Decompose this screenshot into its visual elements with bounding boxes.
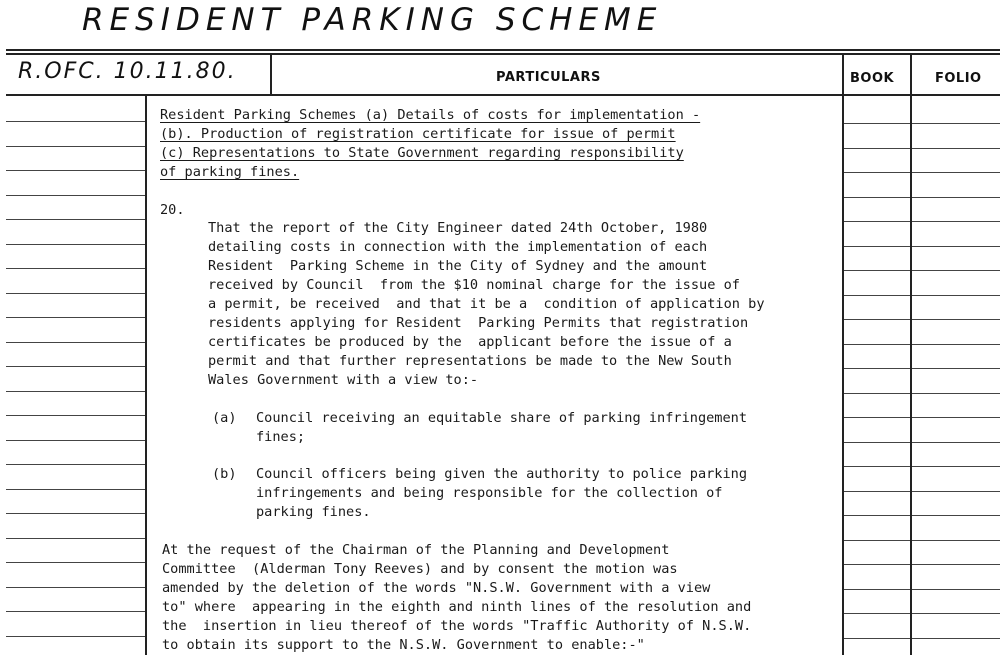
- ledger-line: [912, 172, 1000, 173]
- heading-line: (b). Production of registration certificate for issue of permit: [160, 126, 676, 142]
- ledger-line: [912, 564, 1000, 565]
- ledger-line: [6, 587, 145, 588]
- ledger-line: [844, 368, 910, 369]
- ledger-line: [844, 148, 910, 149]
- ledger-line: [912, 319, 1000, 320]
- ledger-line: [6, 513, 145, 514]
- amendment-line: At the request of the Chairman of the Planning and Development: [162, 542, 670, 558]
- clause-a-line: fines;: [256, 429, 306, 445]
- ledger-line: [844, 515, 910, 516]
- header-rule-top: [6, 49, 1000, 51]
- ledger-line: [912, 295, 1000, 296]
- ledger-line: [6, 293, 145, 294]
- ledger-line: [844, 417, 910, 418]
- clause-a-line: Council receiving an equitable share of parking infringement: [256, 410, 748, 426]
- ledger-line: [912, 246, 1000, 247]
- book-header: BOOK: [850, 71, 895, 86]
- ledger-line: [912, 123, 1000, 124]
- ledger-line: [6, 342, 145, 343]
- ledger-line: [912, 638, 1000, 639]
- ledger-line: [6, 636, 145, 637]
- meeting-reference: R.OFC. 10.11.80.: [18, 59, 237, 84]
- resolution-line: permit and that further representations be made to the New South: [208, 353, 732, 369]
- particulars-header: PARTICULARS: [496, 70, 601, 85]
- ledger-line: [844, 589, 910, 590]
- ledger-line: [6, 219, 145, 220]
- resolution-line: Resident Parking Scheme in the City of Sydney and the amount: [208, 258, 708, 274]
- ledger-line: [844, 270, 910, 271]
- ledger-line: [844, 197, 910, 198]
- column-divider-left: [270, 54, 272, 95]
- header-rule-bottom: [6, 94, 1000, 96]
- ledger-line: [844, 172, 910, 173]
- ledger-line: [912, 393, 1000, 394]
- amendment-line: amended by the deletion of the words "N.S.W. Government with a view: [162, 580, 711, 596]
- ledger-line: [912, 540, 1000, 541]
- ledger-line: [844, 295, 910, 296]
- ledger-line: [6, 170, 145, 171]
- column-divider-margin: [145, 95, 147, 655]
- ledger-line: [6, 562, 145, 563]
- ledger-line: [912, 613, 1000, 614]
- amendment-line: Committee (Alderman Tony Reeves) and by consent the motion was: [162, 561, 678, 577]
- ledger-line: [844, 564, 910, 565]
- folio-header: FOLIO: [935, 71, 982, 86]
- ledger-line: [6, 611, 145, 612]
- ledger-line: [6, 440, 145, 441]
- resolution-line: detailing costs in connection with the implementation of each: [208, 239, 708, 255]
- heading-line: of parking fines.: [160, 164, 300, 180]
- ledger-line: [912, 368, 1000, 369]
- ledger-line: [912, 466, 1000, 467]
- ledger-line: [844, 638, 910, 639]
- amendment-line: to" where appearing in the eighth and ninth lines of the resolution and: [162, 599, 752, 615]
- ledger-line: [6, 195, 145, 196]
- ledger-line: [912, 221, 1000, 222]
- ledger-line: [844, 221, 910, 222]
- ledger-line: [912, 589, 1000, 590]
- document-title: RESIDENT PARKING SCHEME: [82, 2, 663, 38]
- ledger-line: [6, 391, 145, 392]
- ledger-line: [844, 491, 910, 492]
- ledger-line: [6, 489, 145, 490]
- ledger-line: [844, 393, 910, 394]
- resolution-line: Wales Government with a view to:-: [208, 372, 479, 388]
- ledger-line: [844, 540, 910, 541]
- ledger-line: [912, 148, 1000, 149]
- resolution-line: residents applying for Resident Parking Permits that registration: [208, 315, 749, 331]
- clause-b-label: (b): [212, 466, 237, 482]
- amendment-line: to obtain its support to the N.S.W. Government to enable:-": [162, 637, 645, 653]
- resolution-line: received by Council from the $10 nominal charge for the issue of: [208, 277, 740, 293]
- amendment-line: the insertion in lieu thereof of the words "Traffic Authority of N.S.W.: [162, 618, 752, 634]
- clause-a-label: (a): [212, 410, 237, 426]
- clause-b-line: Council officers being given the authority to police parking: [256, 466, 748, 482]
- item-number: 20.: [160, 202, 185, 218]
- ledger-line: [6, 268, 145, 269]
- ledger-line: [844, 319, 910, 320]
- clause-b-line: parking fines.: [256, 504, 371, 520]
- ledger-line: [6, 538, 145, 539]
- ledger-line: [6, 317, 145, 318]
- resolution-line: certificates be produced by the applicant before the issue of a: [208, 334, 732, 350]
- clause-b-line: infringements and being responsible for the collection of: [256, 485, 723, 501]
- ledger-line: [844, 246, 910, 247]
- heading-line: Resident Parking Schemes (a) Details of costs for implementation -: [160, 107, 701, 123]
- ledger-line: [844, 344, 910, 345]
- ledger-line: [844, 123, 910, 124]
- ledger-line: [6, 121, 145, 122]
- ledger-line: [6, 415, 145, 416]
- ledger-line: [912, 491, 1000, 492]
- resolution-line: a permit, be received and that it be a condition of application by: [208, 296, 765, 312]
- header-rule-top-2: [6, 53, 1000, 55]
- ledger-line: [912, 515, 1000, 516]
- ledger-line: [844, 613, 910, 614]
- ledger-line: [6, 464, 145, 465]
- ledger-line: [912, 442, 1000, 443]
- resolution-line: That the report of the City Engineer dated 24th October, 1980: [208, 220, 708, 236]
- ledger-line: [844, 442, 910, 443]
- ledger-line: [912, 270, 1000, 271]
- ledger-line: [912, 197, 1000, 198]
- ledger-line: [912, 344, 1000, 345]
- heading-line: (c) Representations to State Government regarding responsibility: [160, 145, 684, 161]
- ledger-line: [844, 466, 910, 467]
- ledger-line: [6, 244, 145, 245]
- ledger-line: [6, 146, 145, 147]
- ledger-line: [6, 366, 145, 367]
- ledger-line: [912, 417, 1000, 418]
